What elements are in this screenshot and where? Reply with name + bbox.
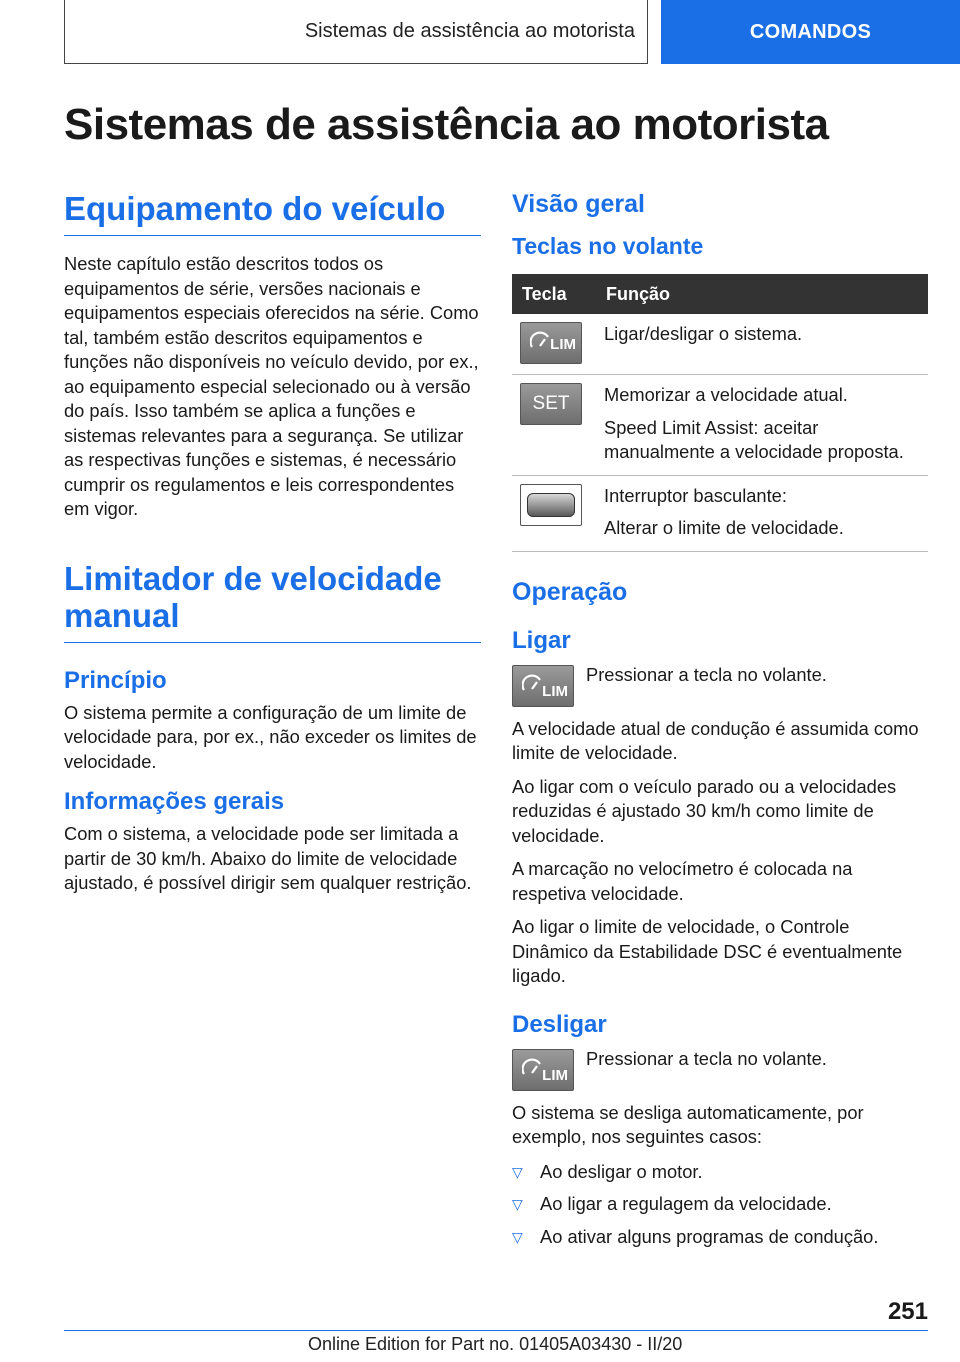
bullet-triangle-icon: ▽ xyxy=(512,1228,523,1245)
on-text-1: A velocidade atual de condução é assumida como limite de velocidade. xyxy=(512,717,919,763)
off-text-1: O sistema se desliga automaticamente, por exemplo, nos seguintes casos: xyxy=(512,1101,864,1147)
table-row xyxy=(512,314,928,375)
lim-button-icon: LIM xyxy=(520,322,582,364)
list-item: ▽ Ao ativar alguns programas de condução. xyxy=(512,1225,928,1250)
bullet-triangle-icon: ▽ xyxy=(512,1196,523,1212)
running-header-section: Sistemas de assistência ao motorista xyxy=(64,0,648,64)
list-item: ▽ Ao ligar a regulagem da velocidade. xyxy=(512,1192,928,1217)
left-column xyxy=(64,190,481,896)
on-heading: Ligar xyxy=(512,626,571,654)
lim-button-icon: LIM xyxy=(512,1049,574,1091)
off-key-row xyxy=(512,1047,928,1091)
function-text: Alterar o limite de velocidade. xyxy=(604,517,844,538)
principle-text: O sistema permite a configuração de um limite de velocidade para, por ex., não exceder os limites de velocidade. xyxy=(64,701,477,772)
lim-button-icon: LIM xyxy=(512,665,574,707)
limiter-heading: Limitador de velocidade manual xyxy=(64,560,481,643)
keys-heading: Teclas no volante xyxy=(512,233,704,259)
on-text-3: A marcação no velocímetro é colocada na respetiva velocidade. xyxy=(512,858,853,904)
operation-heading: Operação xyxy=(512,577,628,606)
principle-heading: Princípio xyxy=(64,666,167,694)
right-column xyxy=(512,190,928,1257)
footer-edition: Online Edition for Part no. 01405A03430 - II/20 xyxy=(308,1334,683,1354)
off-cases-list xyxy=(512,1160,928,1250)
on-text-2: Ao ligar com o veículo parado ou a velocidades reduzidas é ajustado 30 km/h como limite de velocidade. xyxy=(512,775,897,846)
overview-heading: Visão geral xyxy=(512,190,645,218)
table-row xyxy=(512,375,928,476)
rocker-switch-icon xyxy=(520,484,582,526)
function-text: Ligar/desligar o sistema. xyxy=(604,323,803,344)
page-number: 251 xyxy=(887,1298,928,1325)
set-button-icon: SET xyxy=(520,383,582,425)
chapter-tab: COMANDOS xyxy=(661,0,960,64)
general-info-heading: Informações gerais xyxy=(64,788,285,815)
function-text: Speed Limit Assist: aceitar manualmente a velocidade proposta. xyxy=(604,416,904,462)
general-info-text: Com o sistema, a velocidade pode ser limitada a partir de 30 km/h. Abaixo do limite de velocidade ajustado, é possível dirigir sem qualquer restrição. xyxy=(64,823,472,893)
function-text: Interruptor basculante: xyxy=(604,484,787,506)
page-title: Sistemas de assistência ao motorista xyxy=(64,100,829,149)
on-text-4: Ao ligar o limite de velocidade, o Controle Dinâmico da Estabilidade DSC é eventualmente ligado. xyxy=(512,916,903,986)
equipment-heading: Equipamento do veículo xyxy=(64,190,481,236)
on-key-text: Pressionar a tecla no volante. xyxy=(586,663,827,685)
footer-divider xyxy=(64,1330,928,1331)
keys-table xyxy=(512,274,928,552)
table-row xyxy=(512,475,928,551)
function-text: Memorizar a velocidade atual. xyxy=(604,384,848,405)
equipment-text: Neste capítulo estão descritos todos os equipamentos de série, versões nacionais e equipamentos especiais oferecidos na série. Como tal, também estão descritos equipamentos e funções não disponíveis no veículo devido, por ex., ao equipamento especial selecionado ou à versão do país. Isso também se aplica a funções e sistemas relevantes para a segurança. Se utilizar as respectivas funções e sistemas, é necessário cumprir os regulamentos e leis correspondentes em vigor. xyxy=(64,253,479,519)
list-item: ▽ Ao desligar o motor. xyxy=(512,1160,928,1185)
col-header-function: Função xyxy=(596,274,928,314)
col-header-key: Tecla xyxy=(512,274,596,314)
bullet-triangle-icon: ▽ xyxy=(512,1163,523,1180)
off-key-text: Pressionar a tecla no volante. xyxy=(586,1047,827,1069)
on-key-row xyxy=(512,663,928,707)
off-heading: Desligar xyxy=(512,1010,607,1038)
